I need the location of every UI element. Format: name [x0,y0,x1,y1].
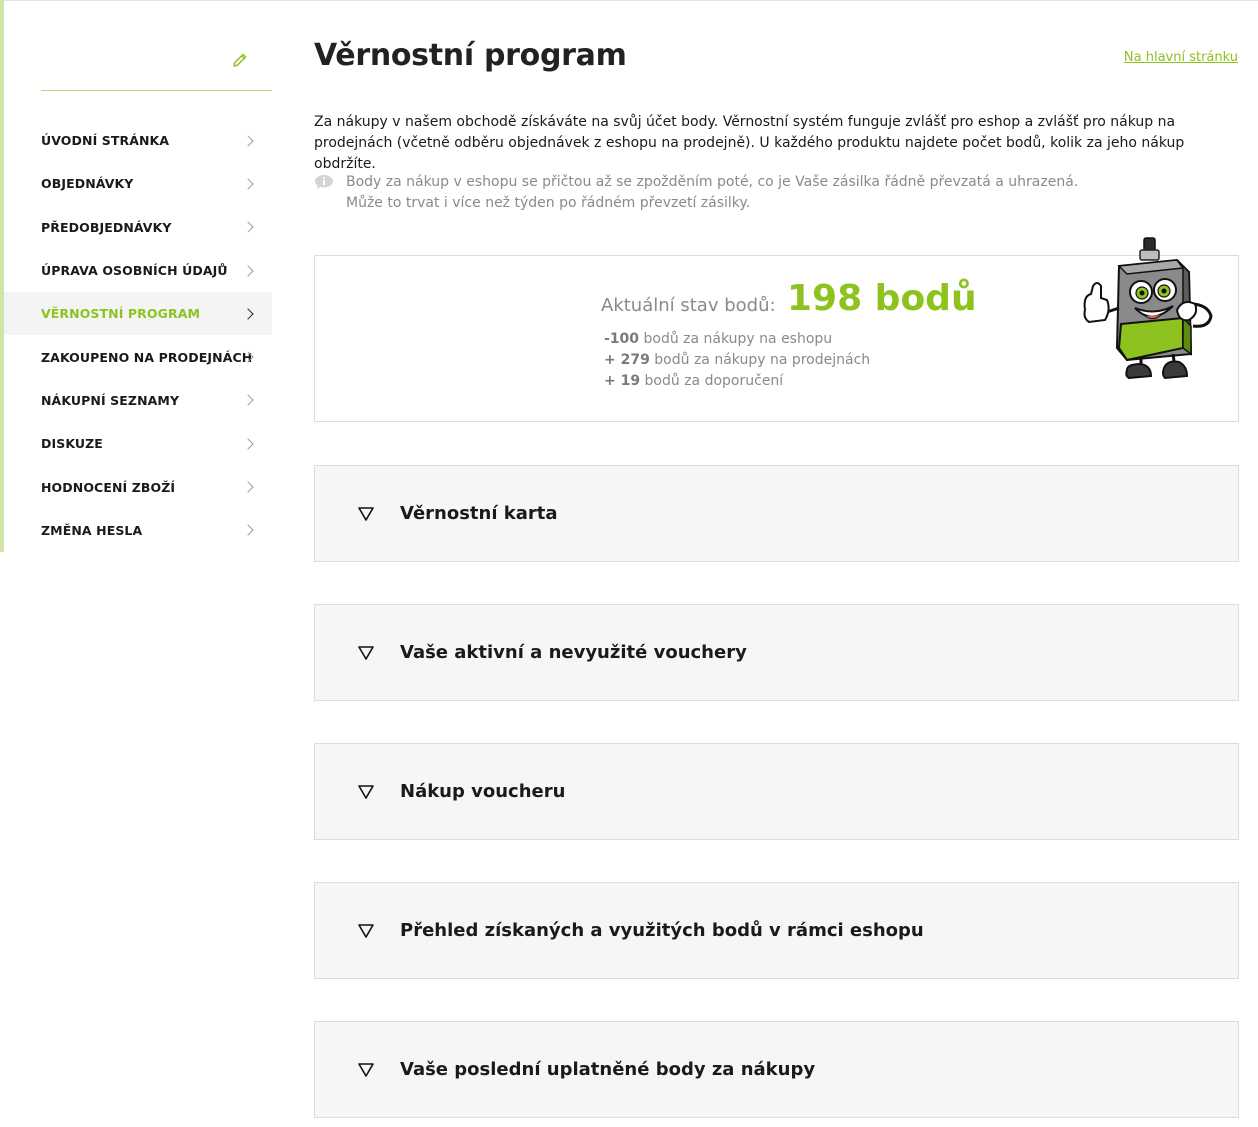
chevron-right-icon [242,178,253,189]
points-amount: + 279 [604,352,650,368]
sidebar-item-label: ZMĚNA HESLA [41,522,143,538]
sidebar-item-label: HODNOCENÍ ZBOŽÍ [41,479,176,495]
page-title: Věrnostní program [314,38,627,73]
points-description: bodů za doporučení [644,373,784,389]
sidebar-item-objednavky[interactable] [4,162,272,205]
chevron-right-icon [242,222,253,233]
sidebar-item-zakoupeno-na-prodejnach[interactable] [4,335,272,378]
accordion-posledni-uplatnene-body[interactable] [314,1021,1239,1118]
points-breakdown-row [604,371,870,392]
points-value: 198 bodů [787,278,977,319]
accordion-nakup-voucheru[interactable] [314,743,1239,840]
sidebar-item-vernostni-program[interactable] [4,292,272,335]
chevron-right-icon [242,395,253,406]
accordion-label: Věrnostní karta [400,503,558,524]
info-note [314,172,1239,214]
triangle-down-icon [357,784,375,800]
sidebar-item-label: NÁKUPNÍ SEZNAMY [41,392,180,408]
sidebar-item-label: DISKUZE [41,436,103,452]
accordion-label: Nákup voucheru [400,781,566,802]
pencil-icon[interactable] [231,51,249,69]
chevron-right-icon [242,308,253,319]
accordion-vernostni-karta[interactable] [314,465,1239,562]
points-breakdown-row [604,329,870,350]
sidebar-item-zmena-hesla[interactable] [4,509,272,552]
sidebar-item-label: ÚPRAVA OSOBNÍCH ÚDAJŮ [41,263,228,279]
chevron-right-icon [242,525,253,536]
sidebar-item-nakupni-seznamy[interactable] [4,379,272,422]
points-summary [314,255,1239,422]
accordion-label: Vaše poslední uplatněné body za nákupy [400,1059,816,1080]
sidebar-item-label: ÚVODNÍ STRÁNKA [41,133,170,149]
sidebar-item-label: PŘEDOBJEDNÁVKY [41,219,172,235]
triangle-down-icon [357,1062,375,1078]
mascot-thumbs-up-illustration [1079,236,1221,388]
sidebar-menu [4,119,272,552]
top-border [0,0,1258,1]
accordion-label: Přehled získaných a využitých bodů v rámci eshopu [400,920,924,941]
triangle-down-icon [357,645,375,661]
chevron-right-icon [242,265,253,276]
sidebar-item-hodnoceni-zbozi[interactable] [4,465,272,508]
home-link[interactable]: Na hlavní stránku [1123,50,1238,65]
points-description: bodů za nákupy na eshopu [643,331,833,347]
info-note-line: Body za nákup v eshopu se přičtou až se zpožděním poté, co je Vaše zásilka řádně převzatá a uhrazená. [346,174,1079,190]
accordion-prehled-bodu[interactable] [314,882,1239,979]
sidebar-item-label: ZAKOUPENO NA PRODEJNÁCH [41,349,253,365]
info-note-line: Může to trvat i více než týden po řádném převzetí zásilky. [346,195,751,211]
chevron-right-icon [242,438,253,449]
sidebar-item-predobjednavky[interactable] [4,206,272,249]
triangle-down-icon [357,506,375,522]
chevron-right-icon [242,481,253,492]
intro-text: Za nákupy v našem obchodě získáváte na svůj účet body. Věrnostní systém funguje zvlášť pro eshop a zvlášť pro nákup na prodejnách (včetně odběru objednávek z eshopu na prodejně). U každého produktu najdete počet bodů, kolik za jeho nákup obdržíte. [314,114,1185,172]
chevron-right-icon [242,135,253,146]
points-breakdown [604,329,870,392]
sidebar-item-label: VĚRNOSTNÍ PROGRAM [41,306,201,322]
points-breakdown-row [604,350,870,371]
sidebar-item-uprava-osobnich-udaju[interactable] [4,249,272,292]
points-amount: + 19 [604,373,641,389]
points-amount: -100 [604,331,640,347]
info-bubble-icon [314,174,334,190]
points-description: bodů za nákupy na prodejnách [654,352,871,368]
sidebar-item-diskuze[interactable] [4,422,272,465]
sidebar-item-uvodni-stranka[interactable] [4,119,272,162]
sidebar-divider [41,90,272,91]
triangle-down-icon [357,923,375,939]
points-label: Aktuální stav bodů: [601,295,776,316]
accordion-aktivni-vouchery[interactable] [314,604,1239,701]
sidebar-item-label: OBJEDNÁVKY [41,176,134,192]
accordion-label: Vaše aktivní a nevyužité vouchery [400,642,747,663]
